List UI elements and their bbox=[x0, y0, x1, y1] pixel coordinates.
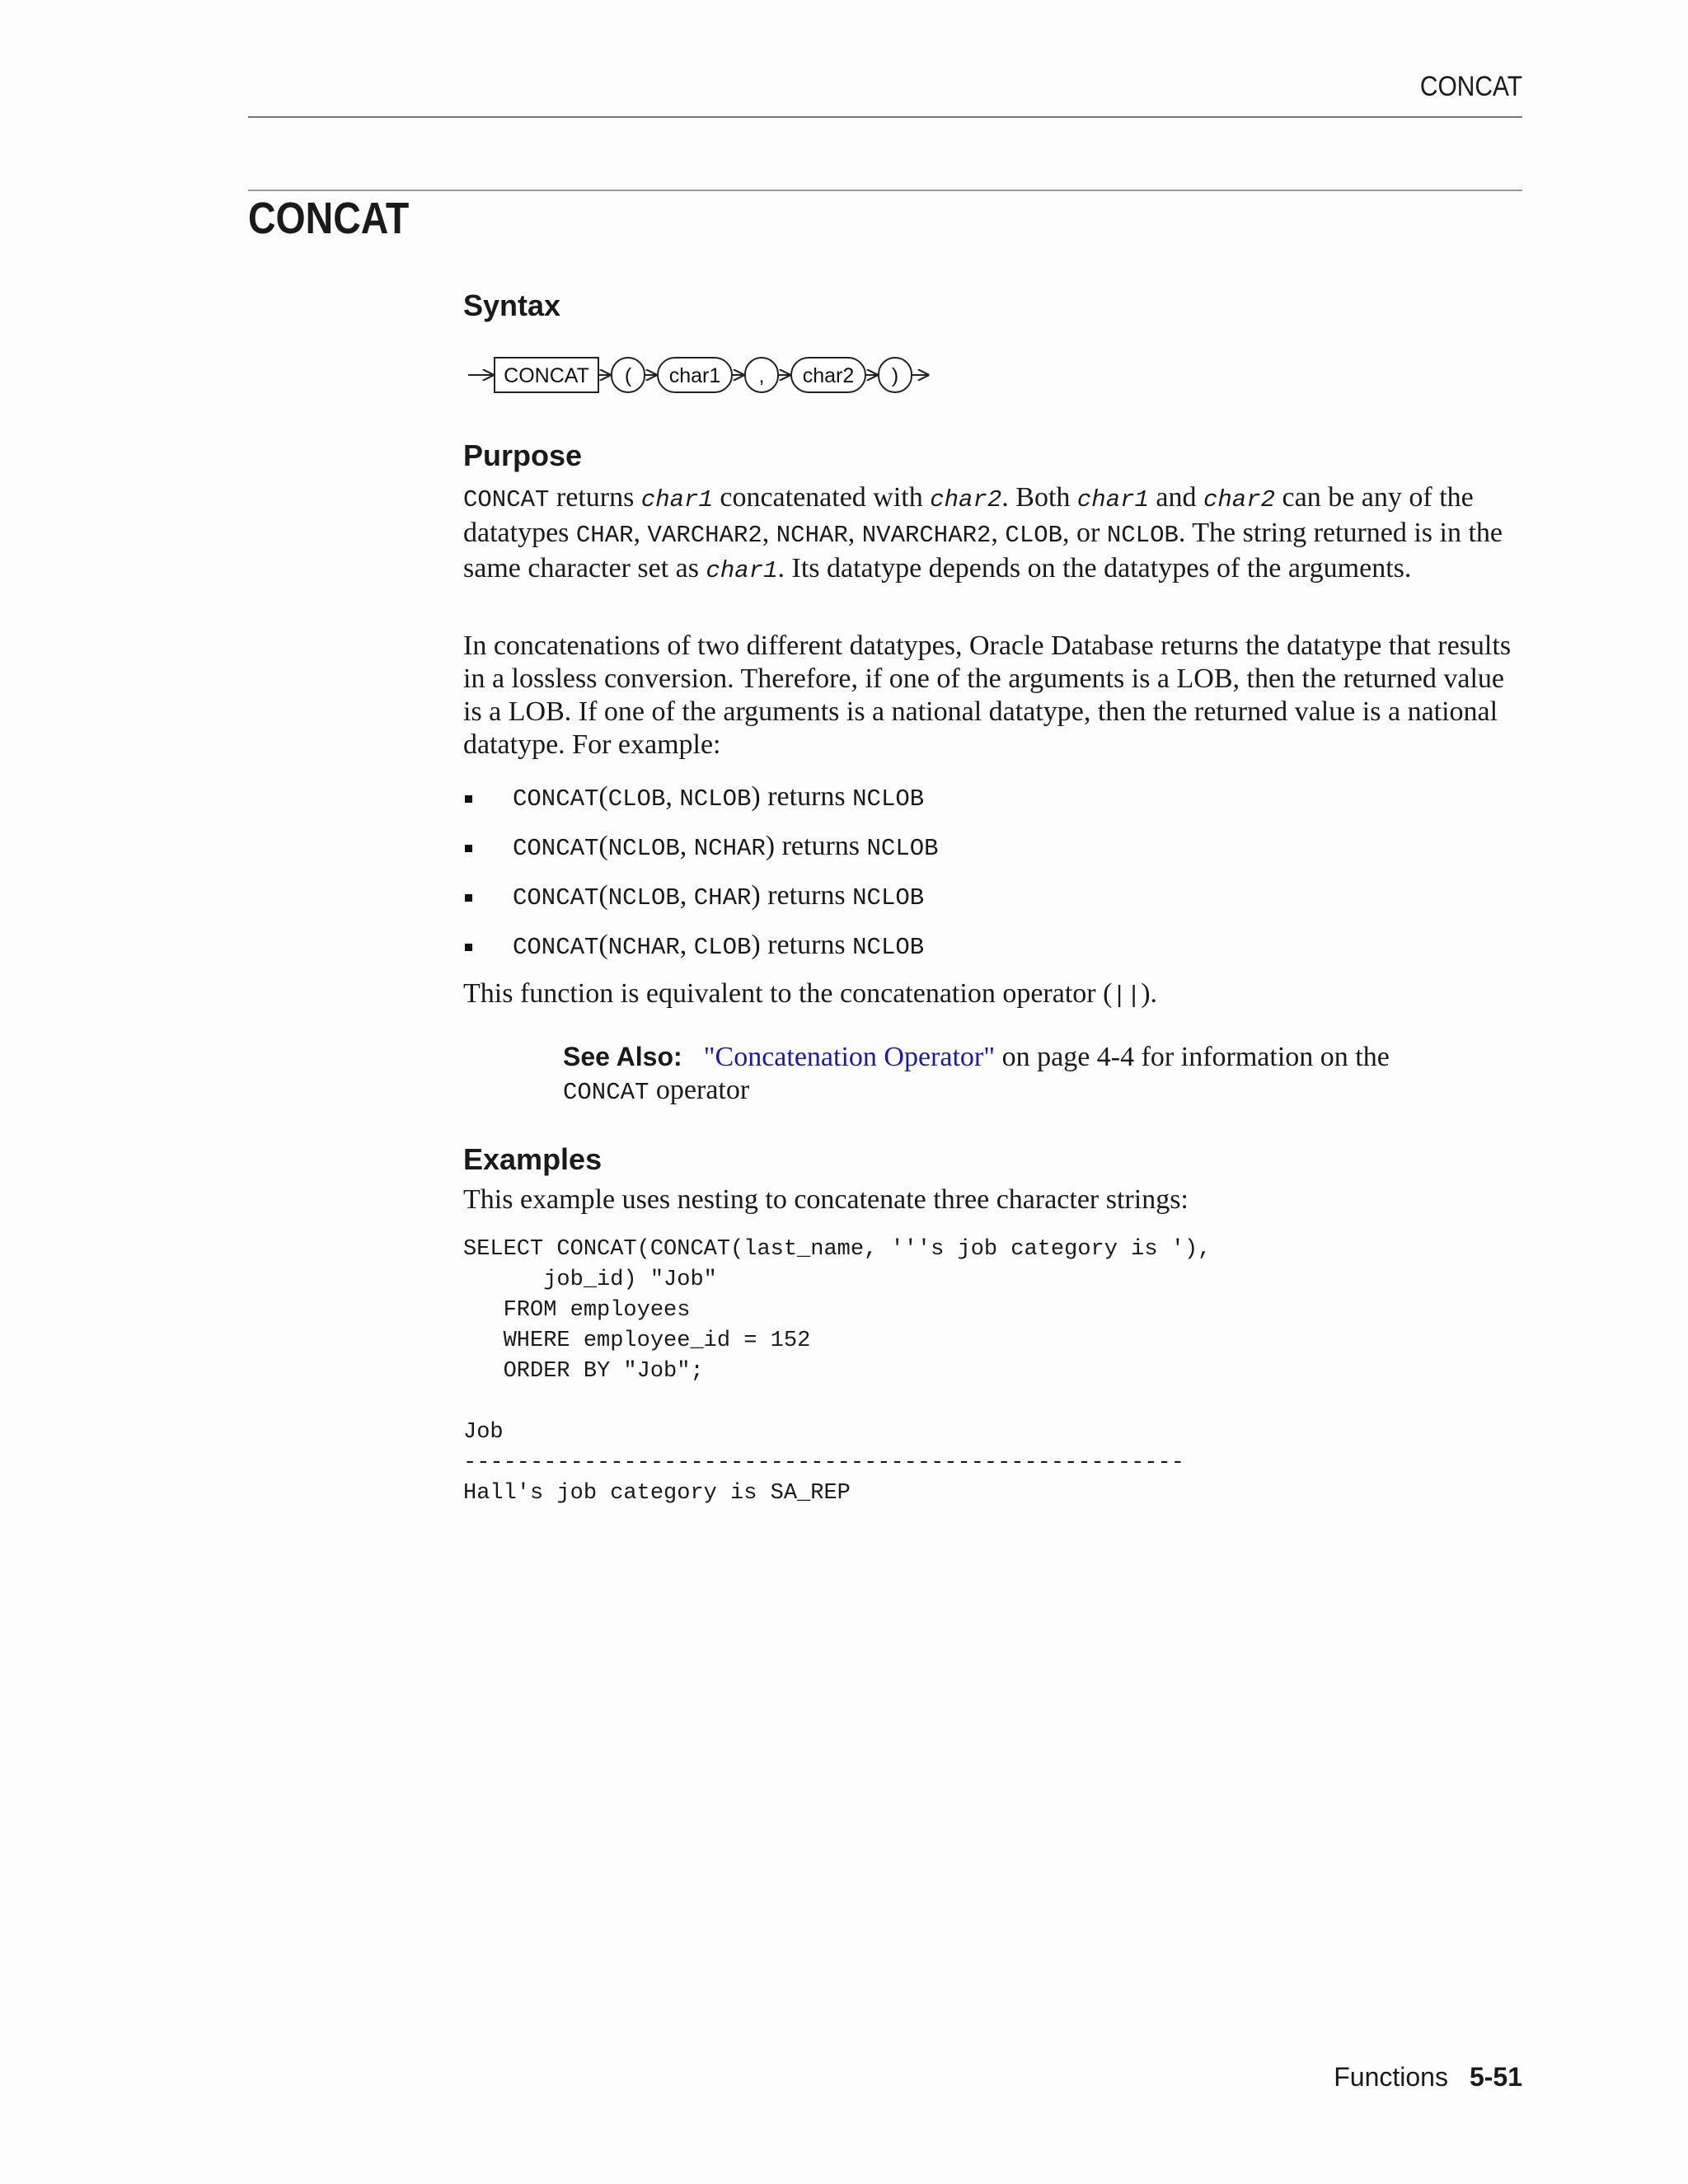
purpose-paragraph-2: In concatenations of two different datatypes, Oracle Database returns the datatype that results in a lossless conversion. Therefore, if one of the arguments is a LOB, then the returned value is a LOB. If one of the arguments is a national datatype, then the returned value is a national datatype. For example: bbox=[463, 630, 1512, 760]
bullet-square-icon bbox=[465, 795, 472, 803]
concatenation-operator-link[interactable]: "Concatenation Operator" bbox=[703, 1042, 996, 1072]
diagram-comma: , bbox=[758, 364, 765, 387]
inline-code: || bbox=[1112, 982, 1142, 1010]
page-title: CONCAT bbox=[248, 194, 410, 243]
bullet-square-icon bbox=[465, 944, 472, 951]
examples-heading: Examples bbox=[463, 1142, 603, 1176]
page-footer bbox=[1334, 2062, 1522, 2093]
inline-code: CONCAT bbox=[563, 1079, 649, 1106]
list-item: CONCAT(NCHAR, CLOB) returns NCLOB bbox=[463, 921, 1526, 970]
inline-code: char2 bbox=[1203, 486, 1276, 513]
bullet-square-icon bbox=[465, 894, 472, 902]
example-code-block: SELECT CONCAT(CONCAT(last_name, '''s job category is '), job_id) "Job" FROM employees WHERE employee_id = 152 ORDER BY "Job"; Job ------------------------------------------------------ Hall's job category is SA_REP bbox=[463, 1237, 1212, 1506]
header-rule bbox=[248, 116, 1522, 118]
running-header: CONCAT bbox=[1419, 71, 1522, 102]
inline-code: CHAR bbox=[575, 522, 634, 549]
see-also-label: See Also: bbox=[563, 1042, 682, 1071]
list-item: CONCAT(CLOB, NCLOB) returns NCLOB bbox=[463, 772, 1526, 822]
footer-section: Functions bbox=[1334, 2062, 1448, 2092]
diagram-open-paren: ( bbox=[624, 364, 632, 387]
inline-code: CLOB bbox=[1005, 522, 1063, 549]
inline-code: char1 bbox=[1076, 486, 1149, 513]
inline-code: NCHAR bbox=[776, 522, 848, 549]
diagram-arg2: char2 bbox=[802, 364, 855, 387]
list-item: CONCAT(NCLOB, NCHAR) returns NCLOB bbox=[463, 822, 1526, 871]
list-item: CONCAT(NCLOB, CHAR) returns NCLOB bbox=[463, 871, 1526, 921]
title-rule bbox=[248, 190, 1522, 191]
inline-code: CONCAT bbox=[463, 486, 550, 513]
diagram-close-paren: ) bbox=[891, 364, 899, 387]
diagram-arg1: char1 bbox=[668, 364, 721, 387]
inline-code: NVARCHAR2 bbox=[861, 522, 992, 549]
diagram-keyword: CONCAT bbox=[504, 364, 589, 387]
syntax-diagram bbox=[462, 350, 956, 400]
datatype-examples-list bbox=[463, 772, 1526, 970]
purpose-heading: Purpose bbox=[463, 438, 583, 472]
syntax-heading: Syntax bbox=[463, 288, 561, 322]
inline-code: VARCHAR2 bbox=[647, 522, 762, 549]
inline-code: NCLOB bbox=[1106, 522, 1179, 549]
see-also-note: See Also: "Concatenation Operator" on page 4-4 for information on the CONCAT operator bbox=[563, 1042, 1390, 1106]
inline-code: char1 bbox=[640, 486, 713, 513]
purpose-paragraph-1: CONCAT returns char1 concatenated with char2. Both char1 and char2 can be any of the datatypes CHAR, VARCHAR2, NCHAR, NVARCHAR2, CLOB, or NCLOB. The string returned is in the same character set as char1. Its datatype depends on the datatypes of the arguments. bbox=[463, 482, 1503, 584]
purpose-paragraph-3: This function is equivalent to the concatenation operator (||). bbox=[463, 978, 1158, 1010]
inline-code: char2 bbox=[930, 486, 1002, 513]
page-number: 5-51 bbox=[1469, 2062, 1522, 2092]
bullet-square-icon bbox=[465, 845, 472, 852]
examples-intro: This example uses nesting to concatenate three character strings: bbox=[463, 1184, 1189, 1215]
inline-code: char1 bbox=[706, 557, 778, 584]
